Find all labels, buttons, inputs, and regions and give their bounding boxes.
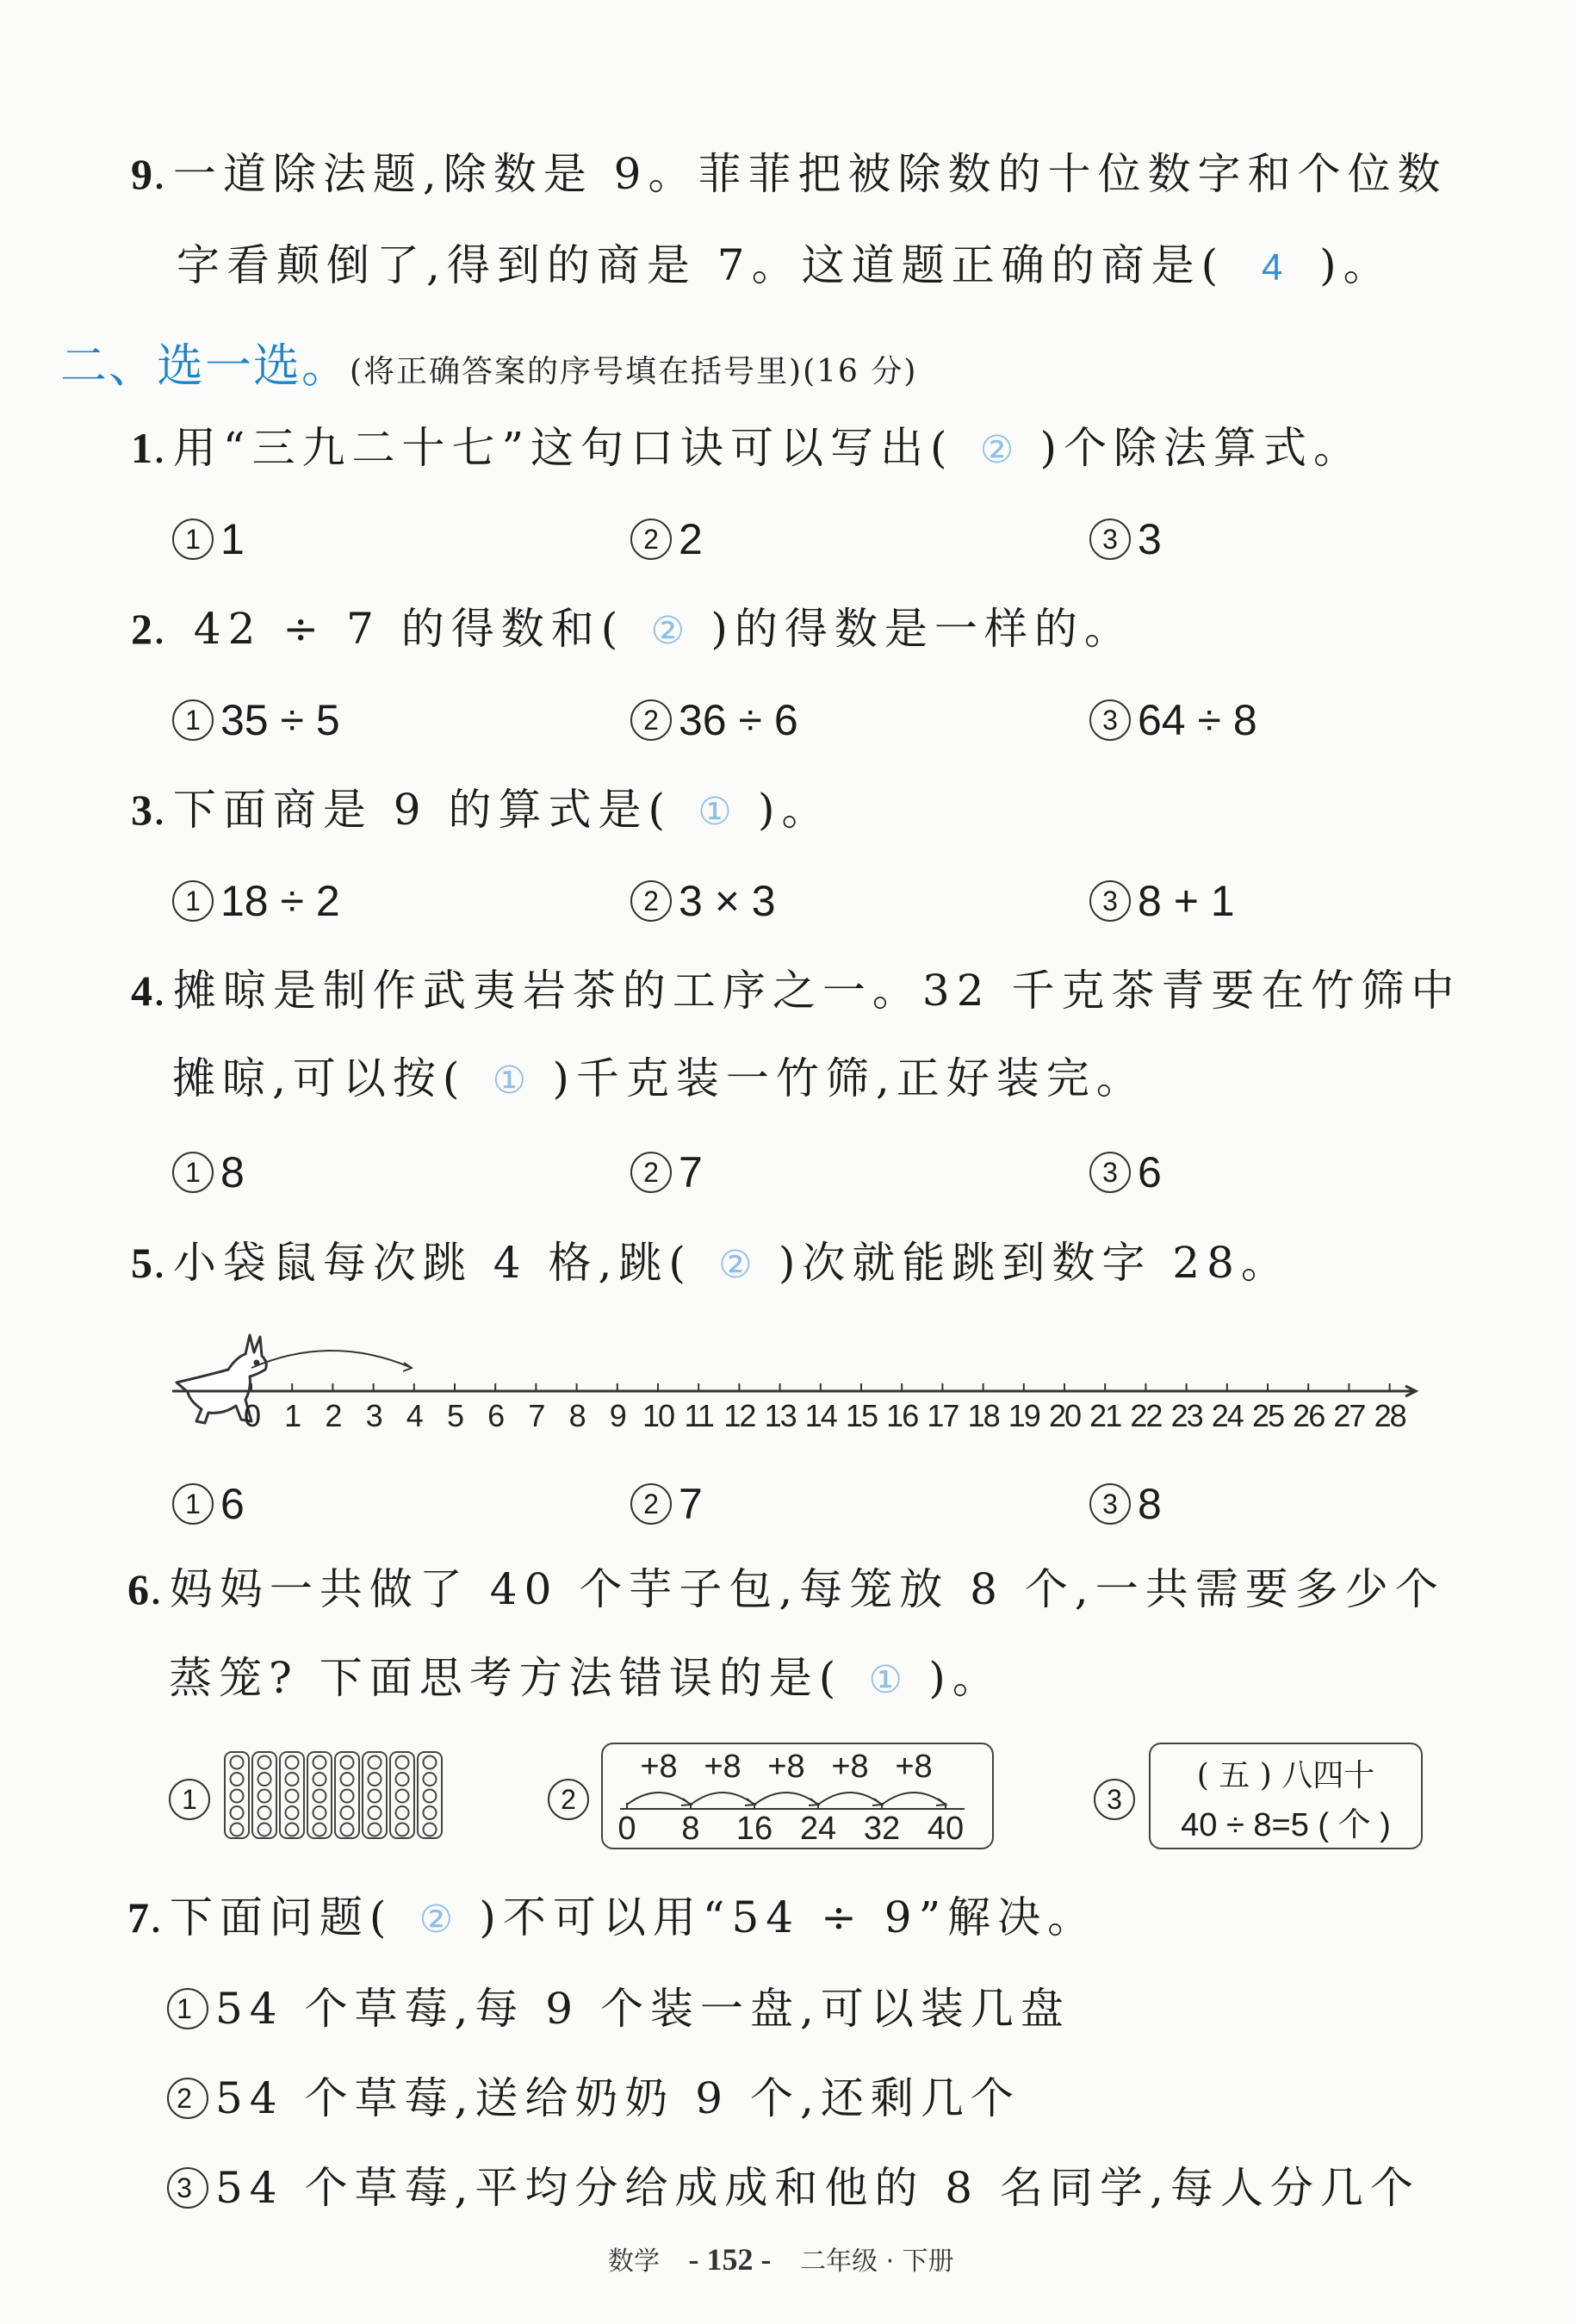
q7-option-1 bbox=[167, 1979, 1070, 2035]
option-text: 6 bbox=[220, 1479, 245, 1528]
counter-tray bbox=[363, 1752, 387, 1838]
number-line-label: 22 bbox=[1130, 1398, 1162, 1433]
number-line-label: 23 bbox=[1170, 1398, 1202, 1433]
option-text: 7 bbox=[679, 1479, 703, 1528]
jump-label: 8 bbox=[681, 1811, 700, 1847]
jump-label: 32 bbox=[863, 1811, 901, 1847]
counter-dot bbox=[424, 1824, 437, 1836]
number-line-label: 8 bbox=[568, 1398, 585, 1433]
option-circle: 3 bbox=[1089, 1483, 1131, 1525]
option-circle: 2 bbox=[548, 1779, 589, 1820]
counter-dot bbox=[424, 1806, 437, 1819]
jump-arc bbox=[627, 1793, 691, 1805]
counter-tray bbox=[335, 1752, 359, 1838]
jump-group bbox=[617, 1749, 965, 1847]
option-circle: 1 bbox=[169, 1779, 210, 1820]
number-line-label: 5 bbox=[446, 1398, 463, 1433]
section-header bbox=[60, 329, 917, 395]
number-line-label: 0 bbox=[243, 1398, 260, 1433]
q6-opt3-line2: 40 ÷ 8=5 ( 个 ) bbox=[1181, 1807, 1391, 1843]
q1-option-3 bbox=[1089, 510, 1162, 565]
counter-dot bbox=[396, 1806, 409, 1819]
jump-step-label: +8 bbox=[895, 1749, 933, 1785]
counter-dot bbox=[231, 1756, 244, 1769]
q1-stem bbox=[131, 422, 1363, 476]
counter-dot bbox=[396, 1756, 409, 1769]
q2-before: . 42 ÷ 7 的得数和( bbox=[152, 604, 625, 654]
option-circle: 2 bbox=[167, 2078, 208, 2119]
q7-option-3 bbox=[167, 2159, 1420, 2214]
q1-before: .用“三九二十七”这句口诀可以写出( bbox=[152, 423, 954, 473]
q1-answer: ② bbox=[979, 429, 1014, 471]
number-line-label: 15 bbox=[845, 1398, 878, 1433]
option-circle: 2 bbox=[630, 1152, 672, 1193]
option-circle: 3 bbox=[1089, 880, 1131, 922]
q3-before: .下面商是 9 的算式是( bbox=[152, 785, 672, 835]
jump-label: 40 bbox=[927, 1811, 965, 1847]
number-line-label: 20 bbox=[1048, 1398, 1081, 1433]
counter-tray bbox=[225, 1752, 249, 1838]
option-text: 8 bbox=[1138, 1479, 1162, 1528]
counter-dot bbox=[313, 1790, 326, 1803]
option-text: 54 个草莓,每 9 个装一盘,可以装几盘 bbox=[215, 1984, 1070, 2034]
q1-option-2 bbox=[630, 510, 703, 565]
counter-dot bbox=[424, 1790, 437, 1803]
q5-stem bbox=[131, 1237, 1291, 1291]
q3-number: 3 bbox=[131, 786, 152, 834]
jump-step-label: +8 bbox=[767, 1749, 805, 1785]
option-text: 1 bbox=[220, 514, 245, 563]
number-line-label: 11 bbox=[684, 1398, 713, 1433]
q6-option-2-mark bbox=[548, 1770, 596, 1822]
q6-before: 蒸笼? 下面思考方法错误的是( bbox=[169, 1653, 843, 1703]
option-text: 8 + 1 bbox=[1138, 876, 1235, 925]
number-line-label: 17 bbox=[927, 1398, 959, 1433]
counter-dot bbox=[258, 1824, 271, 1836]
section-title: 二、选一选。 bbox=[60, 339, 350, 393]
jump-step-label: +8 bbox=[704, 1749, 741, 1785]
counter-dot bbox=[396, 1824, 409, 1836]
footer-subject: 数学 bbox=[608, 2246, 660, 2277]
option-text: 36 ÷ 6 bbox=[679, 695, 798, 744]
footer-grade: 二年级 · 下册 bbox=[800, 2246, 954, 2277]
counter-tray bbox=[252, 1752, 276, 1838]
option-circle: 3 bbox=[1089, 1152, 1131, 1193]
counter-dot bbox=[258, 1756, 271, 1769]
number-line-label: 14 bbox=[804, 1398, 836, 1433]
number-line-label: 26 bbox=[1293, 1398, 1325, 1433]
q3-after: )。 bbox=[758, 785, 832, 835]
number-line-label: 19 bbox=[1008, 1398, 1039, 1433]
q2-stem bbox=[131, 603, 1134, 657]
q1-after: )个除法算式。 bbox=[1039, 423, 1364, 473]
q3-option-1 bbox=[172, 872, 340, 927]
q6-jump-line bbox=[603, 1744, 992, 1848]
q6-after: )。 bbox=[928, 1653, 1002, 1703]
number-line-label: 18 bbox=[967, 1398, 999, 1433]
q3-stem bbox=[131, 784, 832, 838]
q5-answer: ② bbox=[718, 1244, 753, 1286]
number-line-label: 3 bbox=[365, 1398, 382, 1433]
q6-line1 bbox=[127, 1563, 1445, 1615]
q5-after: )次就能跳到数字 28。 bbox=[778, 1238, 1291, 1288]
option-circle: 2 bbox=[630, 519, 672, 560]
option-text: 35 ÷ 5 bbox=[220, 695, 340, 744]
counter-dot bbox=[341, 1824, 354, 1836]
q6-counters-picture bbox=[220, 1749, 452, 1842]
q6-number: 6 bbox=[127, 1565, 149, 1613]
counter-dot bbox=[396, 1790, 409, 1803]
q9-text-1: .一道除法题,除数是 9。菲菲把被除数的十位数字和个位数 bbox=[152, 149, 1448, 199]
q4-option-1 bbox=[172, 1143, 245, 1198]
counter-dot bbox=[258, 1806, 271, 1819]
q4-after: )千克装一竹筛,正好装完。 bbox=[552, 1053, 1146, 1103]
q5-option-1 bbox=[172, 1475, 245, 1530]
q7-after: )不可以用“54 ÷ 9”解决。 bbox=[479, 1892, 1098, 1942]
footer-page-number: - 152 - bbox=[688, 2242, 772, 2277]
option-text: 18 ÷ 2 bbox=[220, 876, 340, 925]
counter-dot bbox=[286, 1756, 299, 1769]
number-line-label: 28 bbox=[1374, 1398, 1405, 1433]
jump-arc bbox=[818, 1793, 882, 1805]
q4-answer: ① bbox=[492, 1059, 527, 1102]
option-text: 54 个草莓,平均分给成成和他的 8 名同学,每人分几个 bbox=[215, 2163, 1420, 2213]
jump-label: 0 bbox=[617, 1811, 636, 1847]
counter-dot bbox=[341, 1773, 354, 1786]
jump-step-label: +8 bbox=[831, 1749, 869, 1785]
q6-text-1: .妈妈一共做了 40 个芋子包,每笼放 8 个,一共需要多少个 bbox=[149, 1564, 1445, 1614]
counter-dot bbox=[313, 1756, 326, 1769]
q6-option-2-box bbox=[601, 1743, 994, 1849]
number-line-label: 6 bbox=[487, 1398, 504, 1433]
q6-line2 bbox=[169, 1652, 1002, 1706]
number-line-label: 9 bbox=[609, 1398, 625, 1433]
q6-option-3-mark bbox=[1094, 1770, 1142, 1822]
jump-label: 24 bbox=[799, 1811, 837, 1847]
option-text: 7 bbox=[679, 1147, 703, 1196]
number-line-label: 7 bbox=[528, 1398, 544, 1433]
number-line-label: 1 bbox=[284, 1398, 301, 1433]
option-circle: 1 bbox=[172, 519, 214, 560]
counter-dot bbox=[369, 1756, 382, 1769]
q5-before: .小袋鼠每次跳 4 格,跳( bbox=[152, 1238, 692, 1288]
page-footer bbox=[608, 2240, 954, 2277]
q9-line1 bbox=[131, 148, 1448, 200]
counter-dot bbox=[313, 1806, 326, 1819]
counter-dot bbox=[231, 1790, 244, 1803]
jump-step-label: +8 bbox=[640, 1749, 678, 1785]
option-text: 2 bbox=[679, 514, 703, 563]
counter-dot bbox=[369, 1773, 382, 1786]
counter-dot bbox=[341, 1806, 354, 1819]
q7-option-2 bbox=[167, 2069, 1021, 2124]
jump-arrowhead bbox=[403, 1363, 412, 1371]
option-circle: 1 bbox=[172, 1483, 214, 1525]
q7-answer: ② bbox=[419, 1898, 454, 1941]
q5-option-3 bbox=[1089, 1475, 1162, 1530]
counter-dot bbox=[369, 1806, 382, 1819]
option-circle: 1 bbox=[172, 880, 214, 922]
q6-option-3-box bbox=[1149, 1743, 1423, 1849]
q9-text-2: 字看颠倒了,得到的商是 7。这道题正确的商是( bbox=[177, 240, 1225, 290]
number-line-label: 13 bbox=[764, 1398, 796, 1433]
q4-line2 bbox=[172, 1053, 1146, 1107]
q4-text-1: .摊晾是制作武夷岩茶的工序之一。32 千克茶青要在竹筛中 bbox=[152, 966, 1461, 1016]
counter-dot bbox=[258, 1790, 271, 1803]
number-line-label: 10 bbox=[642, 1398, 674, 1433]
number-line-label: 24 bbox=[1211, 1398, 1243, 1433]
counter-dot bbox=[286, 1773, 299, 1786]
q4-option-3 bbox=[1089, 1143, 1162, 1198]
number-line-label: 16 bbox=[886, 1398, 918, 1433]
q4-number: 4 bbox=[131, 966, 152, 1015]
counter-tray bbox=[280, 1752, 304, 1838]
option-circle: 1 bbox=[172, 699, 214, 741]
q1-option-1 bbox=[172, 510, 245, 565]
q2-option-1 bbox=[172, 691, 340, 746]
q5-option-2 bbox=[630, 1475, 703, 1530]
counter-tray bbox=[307, 1752, 332, 1838]
q6-option-1-mark bbox=[169, 1770, 217, 1822]
section-note: (将正确答案的序号填在括号里)(16 分) bbox=[350, 354, 918, 389]
q3-answer: ① bbox=[698, 791, 732, 833]
q9-answer: 4 bbox=[1261, 246, 1283, 289]
counter-dot bbox=[313, 1824, 326, 1836]
q9-line2 bbox=[177, 239, 1393, 294]
q4-before: 摊晾,可以按( bbox=[172, 1053, 467, 1103]
q7-before: .下面问题( bbox=[149, 1892, 394, 1942]
counter-dot bbox=[231, 1806, 244, 1819]
option-circle: 3 bbox=[1089, 699, 1131, 741]
counter-dot bbox=[286, 1824, 299, 1836]
option-circle: 3 bbox=[167, 2167, 208, 2209]
counter-tray bbox=[390, 1752, 414, 1838]
option-circle: 3 bbox=[1094, 1779, 1135, 1820]
option-text: 8 bbox=[220, 1147, 245, 1196]
q9-close: )。 bbox=[1319, 240, 1393, 290]
counter-dot bbox=[231, 1773, 244, 1786]
option-text: 3 × 3 bbox=[679, 876, 776, 925]
counter-dot bbox=[369, 1790, 382, 1803]
q3-option-2 bbox=[630, 872, 776, 927]
number-line-label: 2 bbox=[325, 1398, 341, 1433]
jump-label: 16 bbox=[735, 1811, 773, 1847]
option-circle: 2 bbox=[630, 880, 672, 922]
option-text: 6 bbox=[1138, 1147, 1162, 1196]
number-line-label: 4 bbox=[406, 1398, 422, 1433]
counter-dot bbox=[396, 1773, 409, 1786]
q3-option-3 bbox=[1089, 872, 1235, 927]
option-circle: 1 bbox=[167, 1988, 208, 2029]
q2-option-3 bbox=[1089, 691, 1257, 746]
q2-after: )的得数是一样的。 bbox=[710, 604, 1134, 654]
counter-dot bbox=[341, 1756, 354, 1769]
q9-number: 9 bbox=[131, 150, 152, 198]
q6-answer: ① bbox=[868, 1659, 903, 1701]
jump-arc bbox=[882, 1793, 946, 1805]
option-circle: 1 bbox=[172, 1152, 214, 1193]
counter-grid bbox=[225, 1752, 442, 1838]
q7-number: 7 bbox=[127, 1893, 149, 1942]
number-line-label: 25 bbox=[1251, 1398, 1284, 1433]
counter-tray bbox=[418, 1752, 442, 1838]
jump-arc bbox=[691, 1793, 754, 1805]
q5-number-line bbox=[155, 1318, 1430, 1447]
counter-dot bbox=[341, 1790, 354, 1803]
number-line-label: 12 bbox=[723, 1398, 755, 1433]
q4-option-2 bbox=[630, 1143, 703, 1198]
option-text: 3 bbox=[1138, 514, 1162, 563]
counter-dot bbox=[313, 1773, 326, 1786]
q5-number: 5 bbox=[131, 1239, 152, 1287]
counter-dot bbox=[424, 1773, 437, 1786]
option-text: 54 个草莓,送给奶奶 9 个,还剩几个 bbox=[215, 2073, 1021, 2123]
counter-dot bbox=[424, 1756, 437, 1769]
number-line-label: 27 bbox=[1333, 1398, 1365, 1433]
counter-dot bbox=[369, 1824, 382, 1836]
option-circle: 2 bbox=[630, 699, 672, 741]
q2-answer: ② bbox=[650, 610, 686, 652]
counter-dot bbox=[286, 1806, 299, 1819]
number-line-label: 21 bbox=[1089, 1398, 1121, 1433]
counter-dot bbox=[258, 1773, 271, 1786]
option-circle: 2 bbox=[630, 1483, 672, 1525]
q2-option-2 bbox=[630, 691, 798, 746]
q4-line1 bbox=[131, 965, 1461, 1016]
option-text: 64 ÷ 8 bbox=[1138, 695, 1257, 744]
q6-opt3-line1: ( 五 ) 八四十 bbox=[1196, 1758, 1375, 1793]
q2-number: 2 bbox=[131, 605, 152, 653]
jump-arc bbox=[754, 1793, 818, 1805]
option-circle: 3 bbox=[1089, 519, 1131, 560]
jump-arc bbox=[251, 1351, 412, 1368]
counter-dot bbox=[286, 1790, 299, 1803]
counter-dot bbox=[231, 1824, 244, 1836]
q7-stem bbox=[127, 1892, 1097, 1946]
q1-number: 1 bbox=[131, 424, 152, 472]
